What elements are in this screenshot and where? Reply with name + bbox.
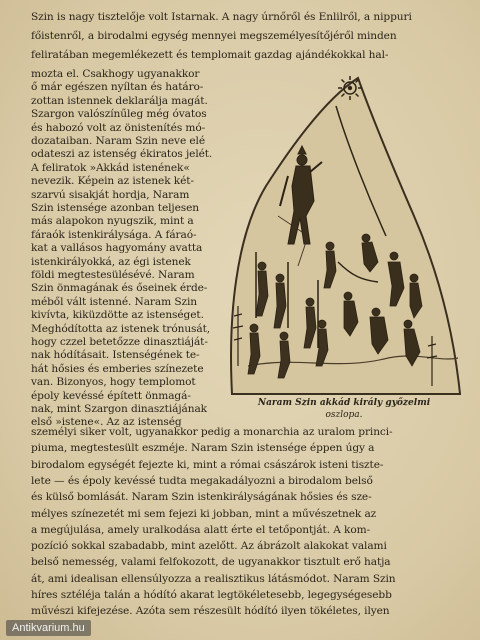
text-line: mélyes színezetét mi sem fejezi ki jobban, mint a művészetnek az xyxy=(31,507,377,520)
text-line: odateszi az istenség ékiratos jelét. xyxy=(31,148,213,161)
text-line: belső nemesség, valami felfokozott, de ugyanakkor tisztult erő hatja xyxy=(31,556,391,569)
text-line: kivívta, kiküzdötte az istenséget. xyxy=(31,309,204,322)
text-line: nak hódításait. Istenségének te- xyxy=(31,349,200,362)
text-line: méből vált istenné. Naram Szin xyxy=(31,295,197,308)
text-line: feliratában megemlékezett és templomait gazdag ajándékokkal hal- xyxy=(31,49,389,62)
text-line: ő már egészen nyíltan és határo- xyxy=(31,81,204,94)
text-line: istenkirályokká, az égi istenek xyxy=(31,255,191,268)
text-line: szarvú sisakját hordja, Naram xyxy=(31,188,190,201)
figure-caption-sub: oszlopa. xyxy=(325,410,363,420)
text-line: nak, mint Szargon dinasztiájának xyxy=(31,403,207,415)
text-line: Szargon valószínűleg még óvatos xyxy=(31,108,207,121)
text-line: művészi kifejezése. Azóta sem részesült hódító ilyen tökéletes, ilyen xyxy=(31,605,390,618)
text-line: személyi siker volt, ugyanakkor pedig a monarchia az uralom princi- xyxy=(31,426,393,438)
text-line: hogy czzel betetőzze dinasztiáját- xyxy=(31,336,208,348)
text-line: át, ami idealisan ellensúlyozza a realisztikus látásmódot. Naram Szin xyxy=(31,572,396,585)
text-line: kat a vallásos hagyomány avatta xyxy=(31,242,203,255)
text-line: mozta el. Csakhogy ugyanakkor xyxy=(31,68,200,80)
text-line: főistenről, a birodalmi egység mennyei megszemélyesítőjéről minden xyxy=(31,30,397,43)
text-line: dozataiban. Naram Szin neve elé xyxy=(31,135,206,147)
text-line: első »istene«. Az az istenség xyxy=(31,416,182,429)
text-line: zottan istennek deklarálja magát. xyxy=(31,94,208,107)
text-line: époly kevéssé épített önmagá- xyxy=(31,389,191,402)
text-line: híres sztéléja talán a hódító akarat legtökéletesebb, legegységesebb xyxy=(31,589,392,601)
stele-illustration xyxy=(218,66,466,396)
text-line: A feliratok »Akkád istenének« xyxy=(31,161,190,174)
figure-caption: Naram Szin akkád király győzelmi xyxy=(257,398,431,408)
text-line: és habozó volt az önistenítés mó- xyxy=(31,121,206,134)
text-line: Szin is nagy tisztelője volt Istarnak. A nagy úrnőről és Enlilről, a nippuri xyxy=(31,11,412,23)
text-line: birodalom egységét fejezte ki, mint a római császárok isteni tiszte- xyxy=(31,458,384,471)
text-line: Szin önmagának és őseinek érde- xyxy=(31,282,208,295)
text-line: más alapokon nyugszik, mint a xyxy=(31,215,194,228)
text-line: a megújulása, amely uralkodása alatt érte el tetőpontját. A kom- xyxy=(31,523,371,536)
text-line: piuma, megtestesült eszméje. Naram Szin istensége éppen úgy a xyxy=(31,442,375,455)
text-line: van. Bizonyos, hogy templomot xyxy=(31,376,196,389)
text-line: Szin istensége azonban teljesen xyxy=(31,202,199,214)
text-line: lete — és époly kevéssé tudta megakadályozni a birodalom belső xyxy=(31,474,373,487)
watermark: Antikvarium.hu xyxy=(6,620,91,636)
sun-star-icon xyxy=(338,76,362,100)
text-line: nevezik. Képein az istenek két- xyxy=(31,175,194,188)
text-line: földi megtestesülésévé. Naram xyxy=(31,269,195,281)
text-line: hát hősies és emberies színezete xyxy=(31,362,204,375)
text-line: fáraók istenkirálysága. A fáraó- xyxy=(31,228,197,241)
text-line: pozíció sokkal szabadabb, mint azelőtt. Az ábrázolt alakokat valami xyxy=(31,540,387,553)
text-line: és külső bomlását. Naram Szin istenkirályságának hősies és sze- xyxy=(31,491,372,504)
text-line: Meghódította az istenek trónusát, xyxy=(31,322,211,335)
